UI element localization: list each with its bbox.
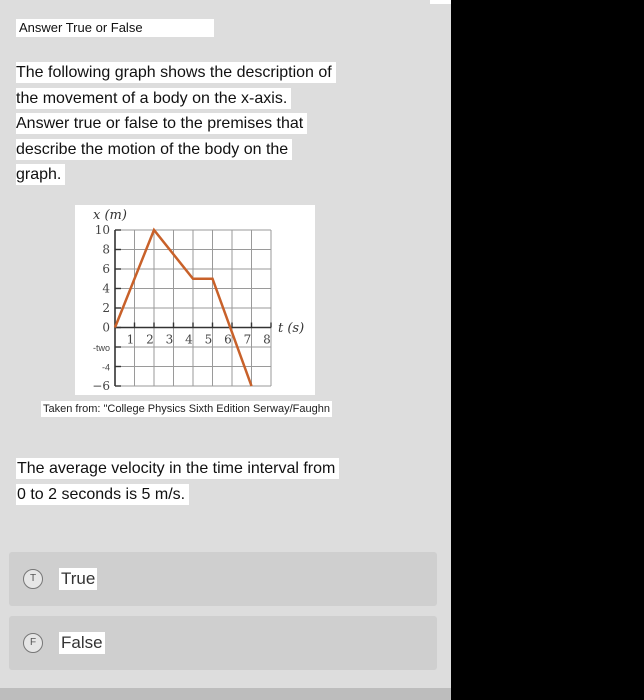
source-citation: Taken from: "College Physics Sixth Edition Serway/Faughn xyxy=(43,403,330,415)
x-tick-label: 5 xyxy=(204,332,213,347)
x-tick-label: 3 xyxy=(165,332,174,347)
question-line: Answer true or false to the premises that xyxy=(16,113,307,134)
y-tick-label: -4 xyxy=(101,362,110,373)
statement-line: The average velocity in the time interval from xyxy=(16,458,339,479)
question-line: The following graph shows the description of xyxy=(16,62,336,83)
option-true[interactable] xyxy=(9,552,437,606)
x-tick-label: 7 xyxy=(243,332,252,347)
option-letter-badge: T xyxy=(23,569,43,589)
y-tick-label: 8 xyxy=(102,242,110,257)
statement-text xyxy=(16,456,436,507)
x-tick-label: 4 xyxy=(185,332,193,347)
y-tick-label: 4 xyxy=(102,281,110,296)
question-line: the movement of a body on the x-axis. xyxy=(16,88,291,109)
statement-line: 0 to 2 seconds is 5 m/s. xyxy=(16,484,189,505)
question-header: Answer True or False xyxy=(16,19,214,37)
option-letter-badge: F xyxy=(23,633,43,653)
y-tick-label: 0 xyxy=(102,320,110,335)
x-tick-label: 2 xyxy=(146,332,154,347)
question-text xyxy=(16,60,416,188)
question-line: describe the motion of the body on the xyxy=(16,139,292,160)
question-line: graph. xyxy=(16,164,65,185)
option-label: False xyxy=(61,633,103,652)
y-tick-label: 10 xyxy=(94,223,110,237)
y-tick-label: 2 xyxy=(102,301,110,315)
x-axis-label: t (s) xyxy=(278,321,305,336)
y-tick-label: 6 xyxy=(102,262,110,276)
y-tick-label: −6 xyxy=(92,379,110,393)
y-tick-label: -two xyxy=(92,343,110,353)
option-false[interactable] xyxy=(9,616,437,670)
x-tick-label: 6 xyxy=(224,332,232,347)
top-decoration xyxy=(430,0,451,4)
position-time-graph xyxy=(75,205,315,395)
option-label: True xyxy=(61,569,96,588)
bottom-bar xyxy=(0,688,451,700)
x-tick-label: 8 xyxy=(263,332,271,347)
x-tick-label: 1 xyxy=(126,332,135,347)
y-axis-label: x (m) xyxy=(93,208,127,223)
